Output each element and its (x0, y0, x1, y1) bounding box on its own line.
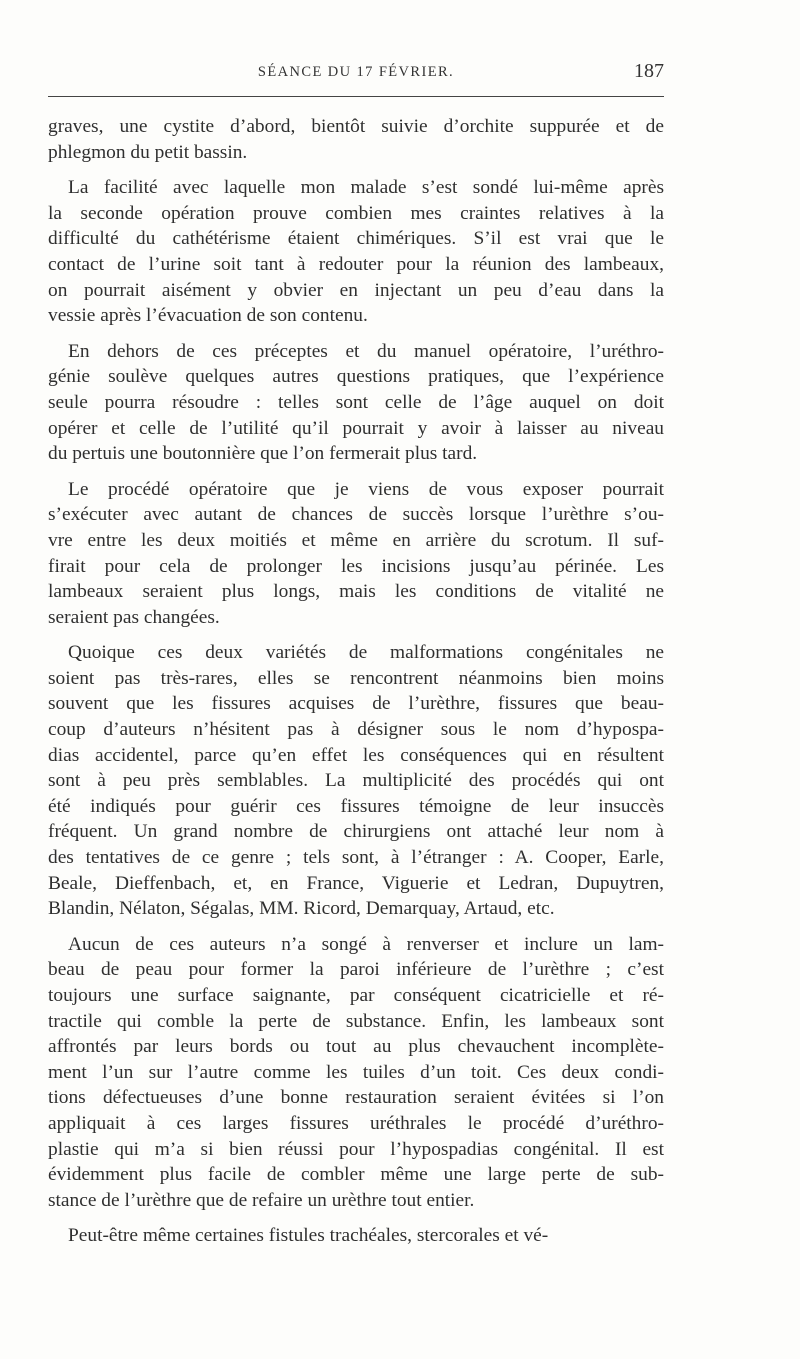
text-line: dias accidentel, parce qu’en effet les conséquences qui en résultent (48, 744, 664, 766)
text-line: ment l’un sur l’autre comme les tuiles d’un toit. Ces deux condi- (48, 1061, 664, 1083)
text-line: soient pas très-rares, elles se rencontrent néanmoins bien moins (48, 667, 664, 689)
text-line: sont à peu près semblables. La multiplicité des procédés qui ont (48, 770, 664, 792)
text-line: Blandin, Nélaton, Ségalas, MM. Ricord, Demarquay, Artaud, etc. (48, 898, 555, 920)
text-line: La facilité avec laquelle mon malade s’est sondé lui-même après (68, 177, 664, 199)
text-line: toujours une surface saignante, par conséquent cicatricielle et ré- (48, 985, 664, 1006)
text-line: on pourrait aisément y obvier en injectant un peu d’eau dans la (48, 279, 664, 301)
text-line: Beale, Dieffenbach, et, en France, Viguerie et Ledran, Dupuytren, (48, 872, 664, 894)
header-rule (48, 96, 664, 97)
text-line: beau de peau pour former la paroi inférieure de l’urèthre ; c’est (48, 959, 664, 981)
text-line: évidemment plus facile de combler même une large perte de sub- (48, 1164, 664, 1186)
paragraph (48, 114, 664, 165)
text-line: du pertuis une boutonnière que l’on fermerait plus tard. (48, 443, 478, 465)
text-line: lambeaux seraient plus longs, mais les conditions de vitalité ne (48, 581, 664, 603)
text-line: Peut-être même certaines fistules trachéales, stercorales et vé- (68, 1225, 549, 1247)
text-line: coup d’auteurs n’hésitent pas à désigner sous le nom d’hypospa- (48, 719, 664, 741)
text-line: seule pourra résoudre : telles sont celle de l’âge auquel on doit (48, 391, 664, 413)
text-line: phlegmon du petit bassin. (48, 141, 248, 163)
paragraph (48, 175, 664, 329)
text-line: En dehors de ces préceptes et du manuel opératoire, l’uréthro- (68, 340, 664, 362)
running-title: SÉANCE DU 17 FÉVRIER. (257, 64, 455, 80)
text-line: tractile qui comble la perte de substance. Enfin, les lambeaux sont (48, 1010, 664, 1032)
running-head (48, 58, 664, 88)
text-line: seraient pas changées. (48, 606, 220, 628)
text-line: Quoique ces deux variétés de malformations congénitales ne (68, 642, 664, 664)
text-line: opérer et celle de l’utilité qu’il pourrait y avoir à laisser au niveau (48, 417, 664, 439)
text-line: génie soulève quelques autres questions pratiques, que l’expérience (48, 366, 664, 388)
page-number: 187 (634, 60, 664, 82)
paragraph (48, 1223, 664, 1249)
paragraph (48, 339, 664, 467)
text-line: appliquait à ces larges fissures uréthrales le procédé d’uréthro- (48, 1112, 664, 1134)
paragraph (48, 640, 664, 922)
text-line: affrontés par leurs bords ou tout au plus chevauchent incomplète- (48, 1036, 664, 1058)
text-line: la seconde opération prouve combien mes craintes relatives à la (48, 202, 664, 224)
text-line: souvent que les fissures acquises de l’urèthre, fissures que beau- (48, 693, 664, 715)
text-line: été indiqués pour guérir ces fissures témoigne de leur insuccès (48, 795, 664, 817)
text-line: s’exécuter avec autant de chances de succès lorsque l’urèthre s’ou- (48, 504, 664, 526)
text-line: stance de l’urèthre que de refaire un urèthre tout entier. (48, 1189, 475, 1211)
text-line: Le procédé opératoire que je viens de vous exposer pourrait (68, 478, 664, 500)
text-line: plastie qui m’a si bien réussi pour l’hypospadias congénital. Il est (48, 1138, 664, 1160)
text-line: difficulté du cathétérisme étaient chimériques. S’il est vrai que le (48, 228, 664, 250)
text-line: vre entre les deux moitiés et même en arrière du scrotum. Il suf- (48, 529, 664, 551)
paragraph (48, 477, 664, 631)
text-line: Aucun de ces auteurs n’a songé à renverser et inclure un lam- (68, 933, 664, 955)
text-line: tions défectueuses d’une bonne restauration seraient évitées si l’on (48, 1087, 664, 1109)
text-line: des tentatives de ce genre ; tels sont, à l’étranger : A. Cooper, Earle, (48, 847, 664, 869)
text-line: vessie après l’évacuation de son contenu. (48, 305, 368, 327)
text-line: contact de l’urine soit tant à redouter pour la réunion des lambeaux, (48, 253, 664, 275)
paragraph (48, 932, 664, 1214)
body-text (48, 114, 664, 1259)
text-line: firait pour cela de prolonger les incisions jusqu’au périnée. Les (48, 555, 664, 577)
text-line: graves, une cystite d’abord, bientôt suivie d’orchite suppurée et de (48, 116, 664, 137)
text-line: fréquent. Un grand nombre de chirurgiens ont attaché leur nom à (48, 821, 664, 843)
